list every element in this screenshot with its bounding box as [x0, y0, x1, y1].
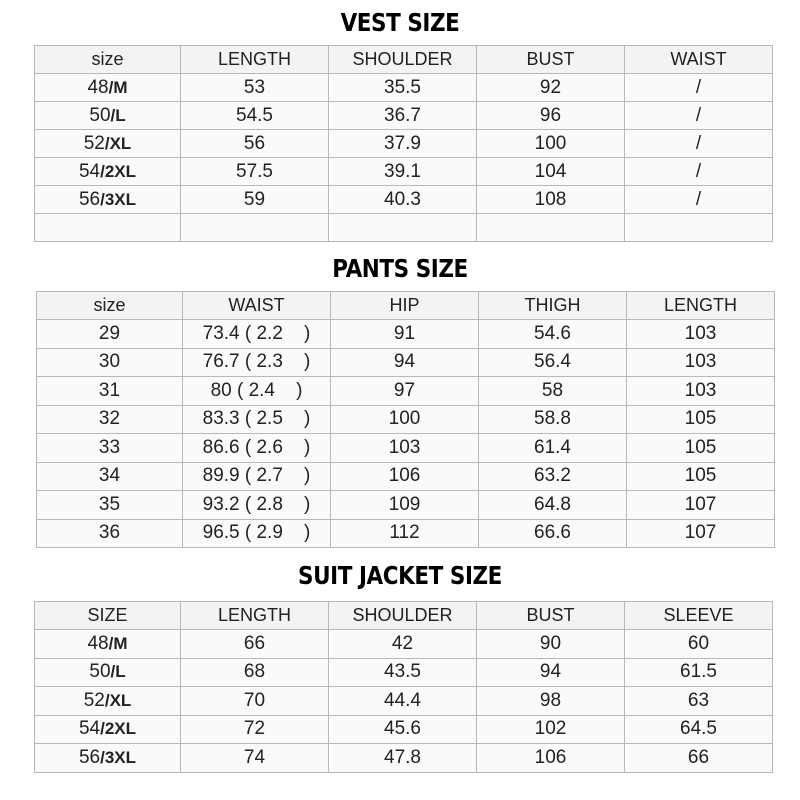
size-cell: 48/M — [35, 74, 181, 102]
table-row — [35, 74, 773, 102]
pants-header-size: size — [37, 292, 183, 320]
thigh-cell: 58 — [479, 377, 627, 406]
length-cell: 57.5 — [181, 158, 329, 186]
length-cell: 66 — [181, 630, 329, 659]
table-row — [35, 687, 773, 716]
pants-size-title: PANTS SIZE — [332, 254, 468, 283]
hip-cell: 106 — [331, 462, 479, 491]
waist-cell: / — [625, 158, 773, 186]
waist-cell: 96.5 ( 2.9 ) — [183, 519, 331, 548]
table-row — [35, 130, 773, 158]
shoulder-cell: 40.3 — [329, 186, 477, 214]
pants-header-row — [37, 292, 775, 320]
table-row — [37, 348, 775, 377]
vest-size-table — [34, 45, 773, 242]
pants-header-waist: WAIST — [183, 292, 331, 320]
thigh-cell: 54.6 — [479, 320, 627, 349]
waist-cell: 80 ( 2.4 ) — [183, 377, 331, 406]
sleeve-cell: 66 — [625, 744, 773, 773]
shoulder-cell: 39.1 — [329, 158, 477, 186]
vest-header-size: size — [35, 46, 181, 74]
length-cell: 105 — [627, 405, 775, 434]
table-row — [37, 434, 775, 463]
jacket-header-size: SIZE — [35, 602, 181, 630]
length-cell: 53 — [181, 74, 329, 102]
hip-cell: 91 — [331, 320, 479, 349]
thigh-cell: 63.2 — [479, 462, 627, 491]
hip-cell: 112 — [331, 519, 479, 548]
vest-header-row — [35, 46, 773, 74]
suit-jacket-size-table — [34, 601, 773, 773]
table-row — [35, 630, 773, 659]
waist-cell: / — [625, 186, 773, 214]
length-cell: 68 — [181, 658, 329, 687]
size-cell: 30 — [37, 348, 183, 377]
size-cell: 50/L — [35, 658, 181, 687]
pants-header-hip: HIP — [331, 292, 479, 320]
size-cell: 31 — [37, 377, 183, 406]
waist-cell: / — [625, 102, 773, 130]
length-cell: 72 — [181, 715, 329, 744]
vest-header-length: LENGTH — [181, 46, 329, 74]
hip-cell: 100 — [331, 405, 479, 434]
thigh-cell: 58.8 — [479, 405, 627, 434]
bust-cell: 104 — [477, 158, 625, 186]
bust-cell: 96 — [477, 102, 625, 130]
table-row — [35, 658, 773, 687]
table-row — [37, 491, 775, 520]
size-cell: 36 — [37, 519, 183, 548]
empty-row — [35, 214, 773, 242]
waist-cell: 86.6 ( 2.6 ) — [183, 434, 331, 463]
shoulder-cell: 47.8 — [329, 744, 477, 773]
size-cell: 52/XL — [35, 687, 181, 716]
length-cell: 74 — [181, 744, 329, 773]
length-cell: 59 — [181, 186, 329, 214]
table-row — [35, 158, 773, 186]
shoulder-cell: 37.9 — [329, 130, 477, 158]
waist-cell: 83.3 ( 2.5 ) — [183, 405, 331, 434]
size-cell: 50/L — [35, 102, 181, 130]
jacket-header-shoulder: SHOULDER — [329, 602, 477, 630]
table-row — [35, 715, 773, 744]
length-cell: 70 — [181, 687, 329, 716]
size-cell: 32 — [37, 405, 183, 434]
thigh-cell: 56.4 — [479, 348, 627, 377]
waist-cell: 89.9 ( 2.7 ) — [183, 462, 331, 491]
shoulder-cell: 43.5 — [329, 658, 477, 687]
vest-header-bust: BUST — [477, 46, 625, 74]
hip-cell: 103 — [331, 434, 479, 463]
table-row — [37, 462, 775, 491]
length-cell: 105 — [627, 434, 775, 463]
size-cell: 52/XL — [35, 130, 181, 158]
table-row — [37, 405, 775, 434]
bust-cell: 106 — [477, 744, 625, 773]
shoulder-cell: 36.7 — [329, 102, 477, 130]
hip-cell: 94 — [331, 348, 479, 377]
waist-cell: 76.7 ( 2.3 ) — [183, 348, 331, 377]
suit-jacket-size-title: SUIT JACKET SIZE — [298, 561, 502, 590]
size-cell: 34 — [37, 462, 183, 491]
hip-cell: 109 — [331, 491, 479, 520]
jacket-header-length: LENGTH — [181, 602, 329, 630]
sleeve-cell: 63 — [625, 687, 773, 716]
size-cell: 54/2XL — [35, 158, 181, 186]
waist-cell: 93.2 ( 2.8 ) — [183, 491, 331, 520]
pants-size-table — [36, 291, 775, 548]
table-row — [37, 377, 775, 406]
bust-cell: 108 — [477, 186, 625, 214]
length-cell: 103 — [627, 320, 775, 349]
thigh-cell: 61.4 — [479, 434, 627, 463]
size-cell: 29 — [37, 320, 183, 349]
table-row — [37, 519, 775, 548]
table-row — [35, 102, 773, 130]
thigh-cell: 64.8 — [479, 491, 627, 520]
shoulder-cell: 44.4 — [329, 687, 477, 716]
length-cell: 107 — [627, 519, 775, 548]
waist-cell: / — [625, 130, 773, 158]
table-row — [35, 186, 773, 214]
vest-header-shoulder: SHOULDER — [329, 46, 477, 74]
length-cell: 56 — [181, 130, 329, 158]
vest-size-title: VEST SIZE — [340, 8, 460, 37]
bust-cell: 102 — [477, 715, 625, 744]
length-cell: 105 — [627, 462, 775, 491]
pants-header-length: LENGTH — [627, 292, 775, 320]
sleeve-cell: 60 — [625, 630, 773, 659]
sleeve-cell: 64.5 — [625, 715, 773, 744]
pants-header-thigh: THIGH — [479, 292, 627, 320]
size-cell: 54/2XL — [35, 715, 181, 744]
length-cell: 54.5 — [181, 102, 329, 130]
jacket-header-bust: BUST — [477, 602, 625, 630]
jacket-header-row — [35, 602, 773, 630]
bust-cell: 94 — [477, 658, 625, 687]
waist-cell: 73.4 ( 2.2 ) — [183, 320, 331, 349]
jacket-header-sleeve: SLEEVE — [625, 602, 773, 630]
length-cell: 107 — [627, 491, 775, 520]
thigh-cell: 66.6 — [479, 519, 627, 548]
waist-cell: / — [625, 74, 773, 102]
vest-header-waist: WAIST — [625, 46, 773, 74]
size-cell: 33 — [37, 434, 183, 463]
bust-cell: 98 — [477, 687, 625, 716]
length-cell: 103 — [627, 377, 775, 406]
shoulder-cell: 35.5 — [329, 74, 477, 102]
table-row — [35, 744, 773, 773]
hip-cell: 97 — [331, 377, 479, 406]
size-cell: 35 — [37, 491, 183, 520]
shoulder-cell: 45.6 — [329, 715, 477, 744]
size-cell: 48/M — [35, 630, 181, 659]
size-cell: 56/3XL — [35, 186, 181, 214]
bust-cell: 90 — [477, 630, 625, 659]
sleeve-cell: 61.5 — [625, 658, 773, 687]
table-row — [37, 320, 775, 349]
bust-cell: 92 — [477, 74, 625, 102]
shoulder-cell: 42 — [329, 630, 477, 659]
bust-cell: 100 — [477, 130, 625, 158]
size-cell: 56/3XL — [35, 744, 181, 773]
length-cell: 103 — [627, 348, 775, 377]
